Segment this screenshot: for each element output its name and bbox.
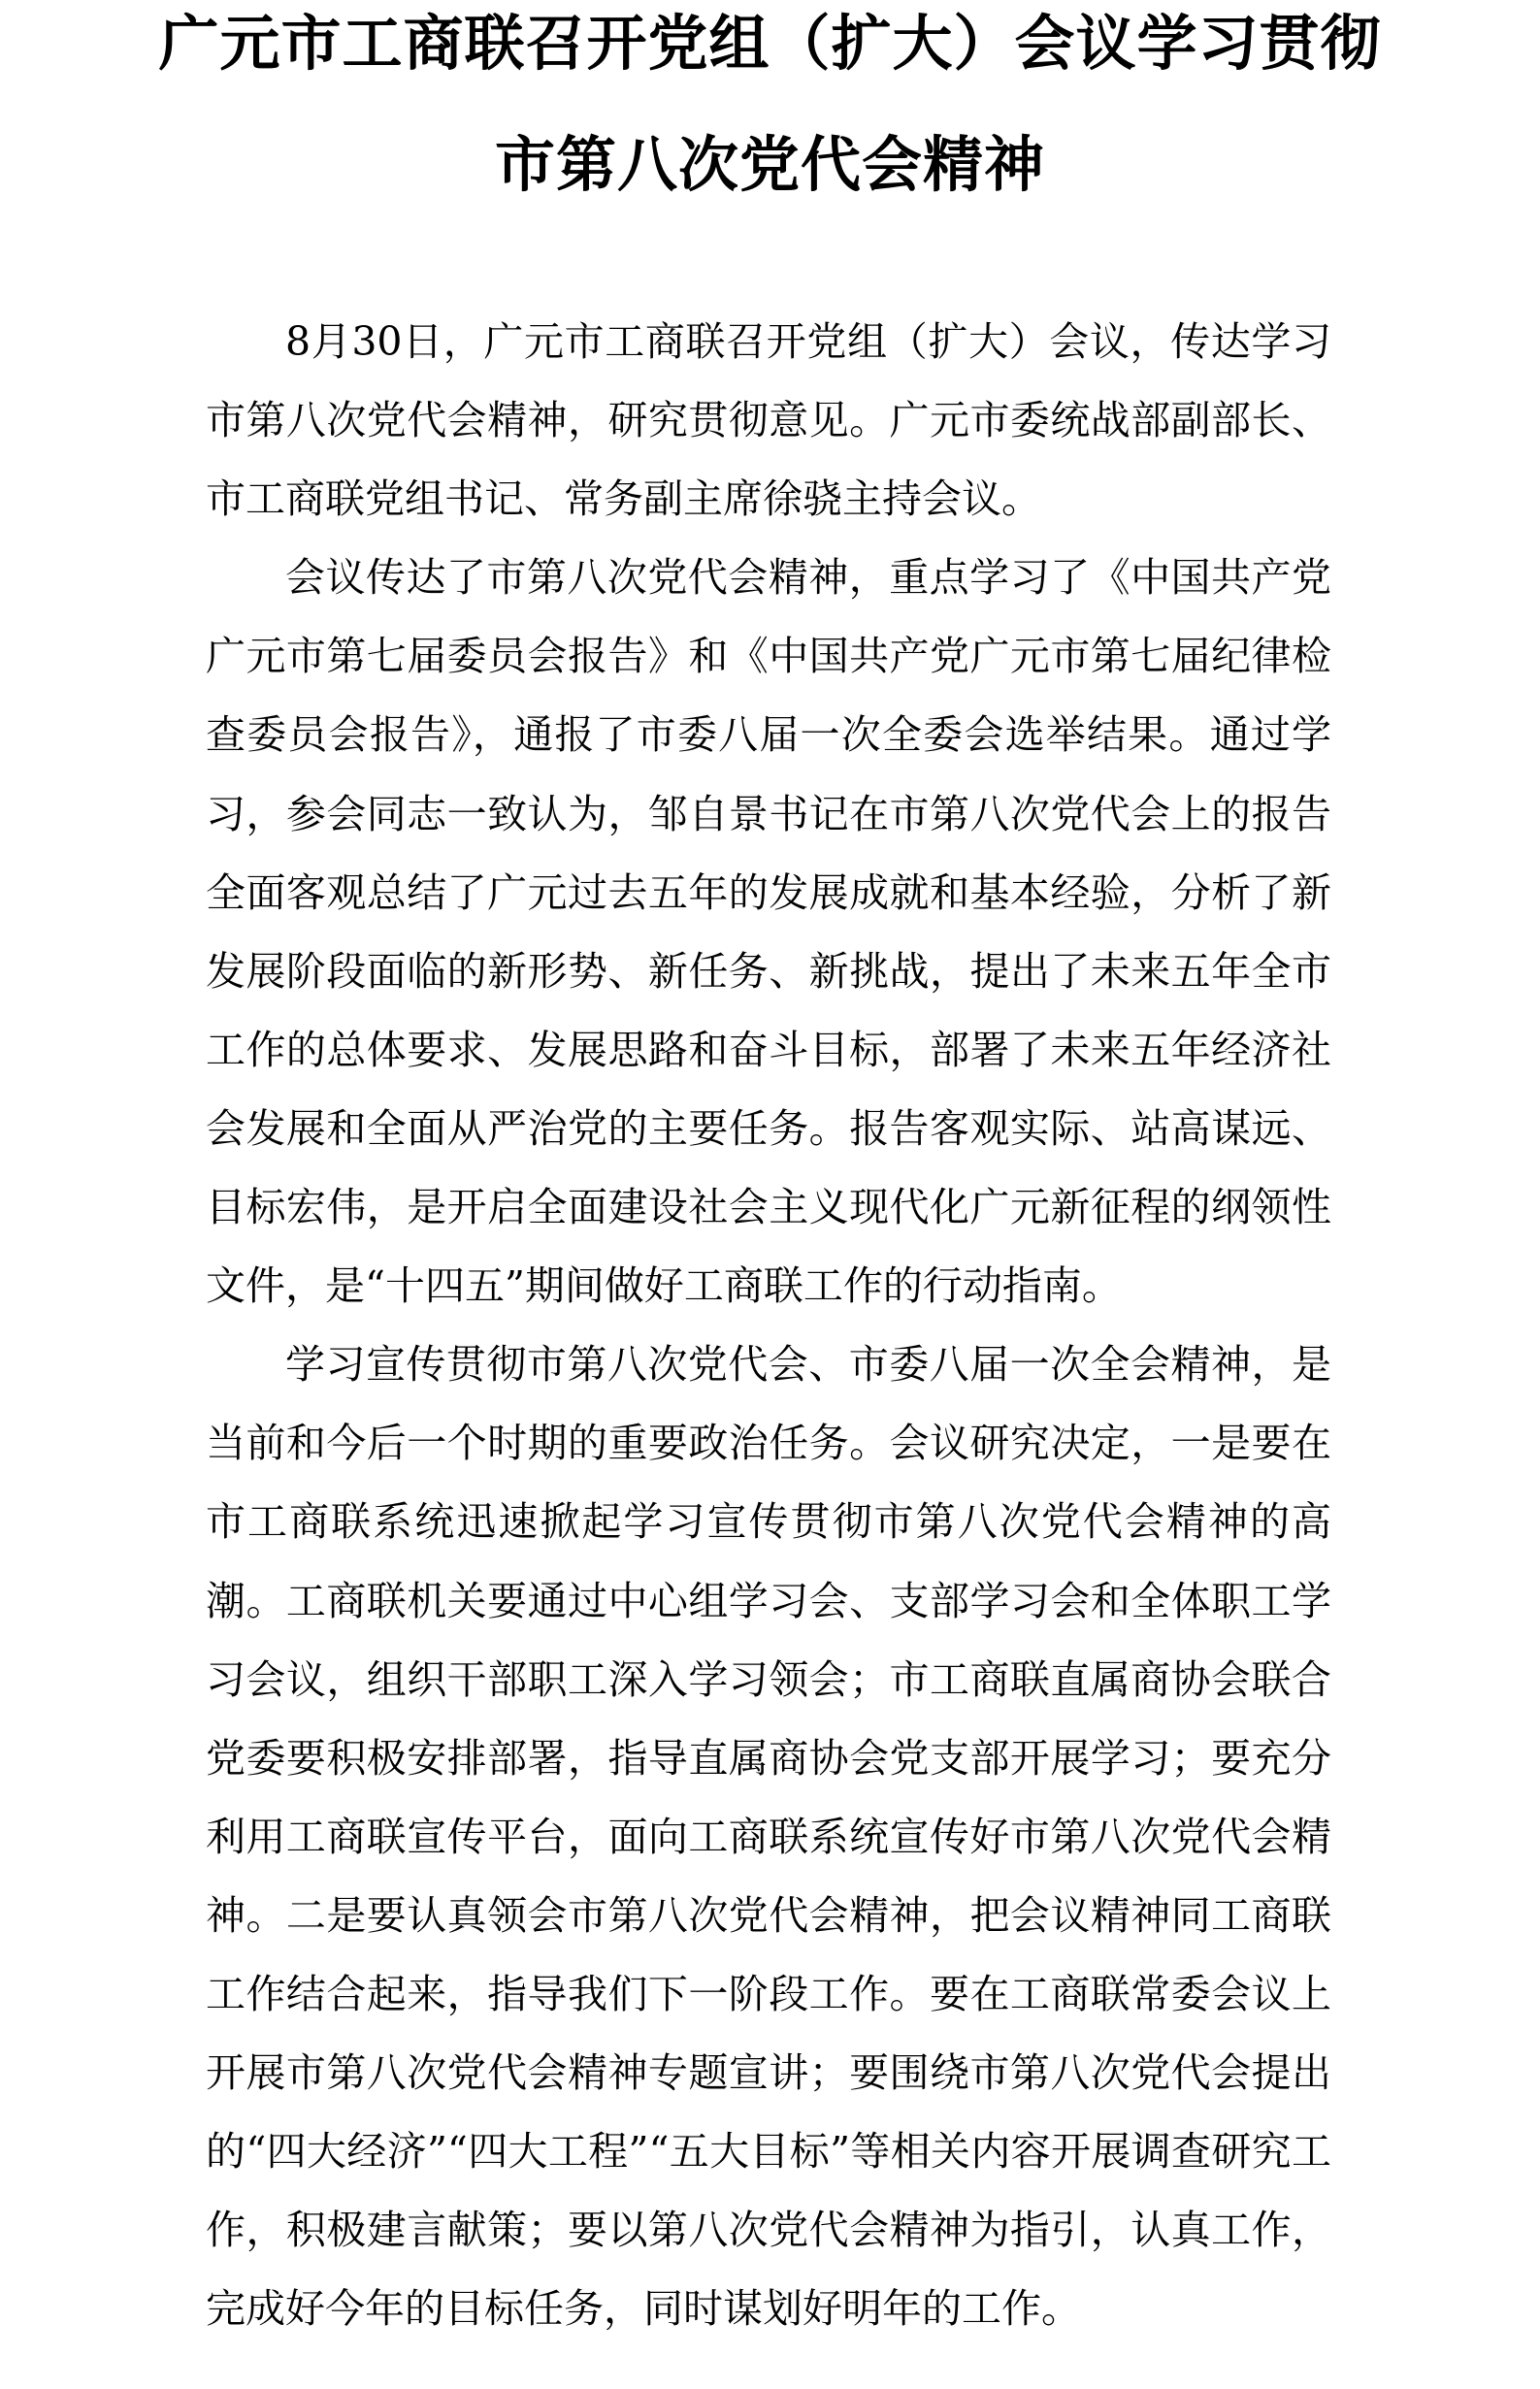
document-title-line-1: 广元市工商联召开党组（扩大）会议学习贯彻: [158, 8, 1382, 79]
paragraph-1: 8月30日，广元市工商联召开党组（扩大）会议，传达学习市第八次党代会精神，研究贯彻意见。广元市委统战部副部长、市工商联党组书记、常务副主席徐骁主持会议。: [206, 318, 1331, 523]
document-body: [206, 303, 1331, 2348]
paragraph-3: 学习宣传贯彻市第八次党代会、市委八届一次全会精神，是当前和今后一个时期的重要政治任务。会议研究决定，一是要在市工商联系统迅速掀起学习宣传贯彻市第八次党代会精神的高潮。工商联机关要通过中心组学习会、支部学习会和全体职工学习会议，组织干部职工深入学习领会；市工商联直属商协会联合党委要积极安排部署，指导直属商协会党支部开展学习；要充分利用工商联宣传平台，面向工商联系统宣传好市第八次党代会精神。二是要认真领会市第八次党代会精神，把会议精神同工商联工作结合起来，指导我们下一阶段工作。要在工商联常委会议上开展市第八次党代会精神专题宣讲；要围绕市第八次党代会提出的“四大经济”“四大工程”“五大目标”等相关内容开展调查研究工作，积极建言献策；要以第八次党代会精神为指引，认真工作，完成好今年的目标任务，同时谋划好明年的工作。: [206, 1341, 1331, 2333]
document-title-line-2: 市第八次党代会精神: [494, 129, 1045, 200]
paragraph-2: 会议传达了市第八次党代会精神，重点学习了《中国共产党广元市第七届委员会报告》和《中国共产党广元市第七届纪律检查委员会报告》，通报了市委八届一次全委会选举结果。通过学习，参会同志一致认为，邹自景书记在市第八次党代会上的报告全面客观总结了广元过去五年的发展成就和基本经验，分析了新发展阶段面临的新形势、新任务、新挑战，提出了未来五年全市工作的总体要求、发展思路和奋斗目标，部署了未来五年经济社会发展和全面从严治党的主要任务。报告客观实际、站高谋远、目标宏伟，是开启全面建设社会主义现代化广元新征程的纲领性文件，是“十四五”期间做好工商联工作的行动指南。: [206, 554, 1331, 1310]
